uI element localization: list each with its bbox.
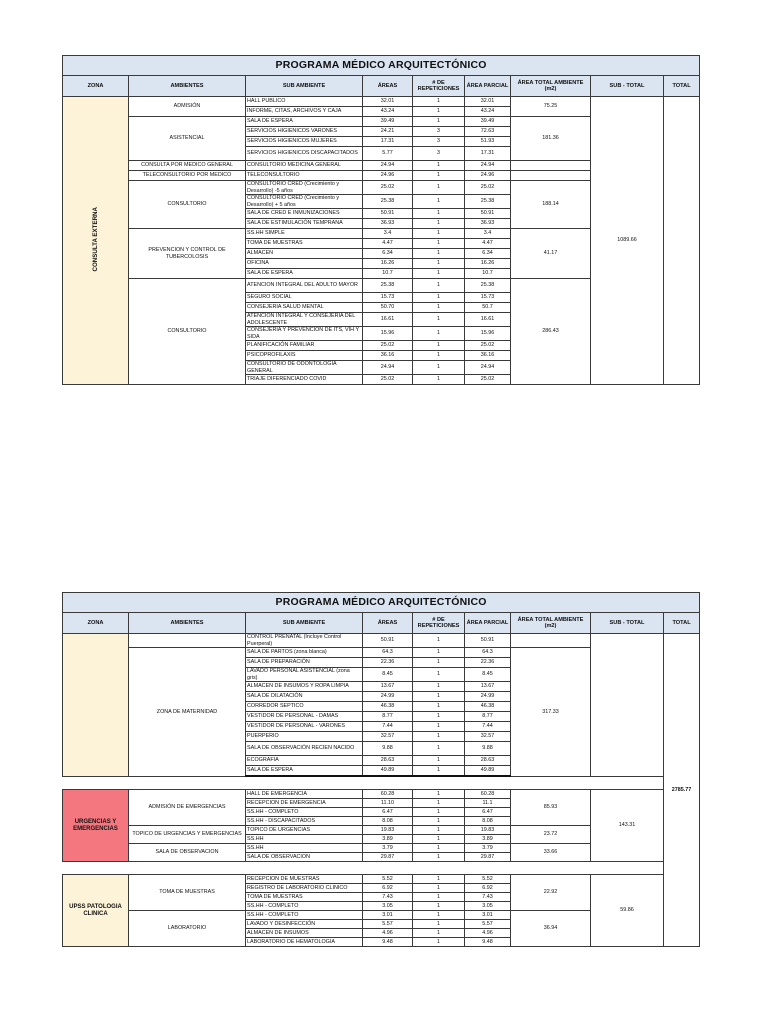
repetitions-cell: 1 — [413, 279, 465, 293]
repetitions-cell: 1 — [413, 361, 465, 375]
total-area-cell — [511, 171, 591, 181]
partial-area-cell: 19.83 — [465, 826, 511, 835]
sub-ambiente-cell: HALL PUBLICO — [246, 97, 363, 107]
area-cell: 11.10 — [363, 799, 413, 808]
partial-area-cell: 43.24 — [465, 107, 511, 117]
area-cell: 3.89 — [363, 835, 413, 844]
sub-ambiente-cell: CONSULTORIO MEDICINA GENERAL — [246, 161, 363, 171]
repetitions-cell: 1 — [413, 808, 465, 817]
partial-area-cell: 9.88 — [465, 742, 511, 756]
sub-ambiente-cell: TELECONSULTORIO — [246, 171, 363, 181]
partial-area-cell: 6.34 — [465, 249, 511, 259]
table-row — [63, 862, 700, 875]
partial-area-cell: 50.7 — [465, 303, 511, 313]
column-header-area-parcial: ÁREA PARCIAL — [465, 76, 511, 97]
table-row — [63, 593, 700, 613]
spacer — [63, 776, 664, 790]
area-cell: 25.02 — [363, 375, 413, 385]
area-cell: 19.83 — [363, 826, 413, 835]
repetitions-cell: 1 — [413, 648, 465, 658]
sub-ambiente-cell: CONTROL PRENATAL (Incluye Control Puerperal) — [246, 634, 363, 648]
area-cell: 15.73 — [363, 293, 413, 303]
partial-area-cell: 5.57 — [465, 920, 511, 929]
total-area-cell — [511, 161, 591, 171]
repetitions-cell: 1 — [413, 893, 465, 902]
repetitions-cell: 3 — [413, 137, 465, 147]
repetitions-cell: 1 — [413, 239, 465, 249]
area-cell: 7.43 — [363, 893, 413, 902]
sub-ambiente-cell: SS.HH - COMPLETO — [246, 911, 363, 920]
partial-area-cell: 29.87 — [465, 853, 511, 862]
total-area-cell: 22.92 — [511, 875, 591, 911]
sheet-page-1 — [62, 55, 699, 385]
partial-area-cell: 16.26 — [465, 259, 511, 269]
spacer — [63, 862, 664, 875]
area-cell: 25.02 — [363, 181, 413, 195]
sheet-page-2 — [62, 592, 699, 947]
repetitions-cell: 3 — [413, 127, 465, 137]
partial-area-cell: 16.61 — [465, 313, 511, 327]
partial-area-cell: 24.99 — [465, 692, 511, 702]
repetitions-cell: 1 — [413, 634, 465, 648]
partial-area-cell: 13.67 — [465, 682, 511, 692]
area-cell: 9.48 — [363, 938, 413, 947]
sub-ambiente-cell: SALA DE ESPERA — [246, 766, 363, 777]
area-cell: 5.57 — [363, 920, 413, 929]
partial-area-cell: 60.28 — [465, 790, 511, 799]
partial-area-cell: 50.91 — [465, 209, 511, 219]
repetitions-cell: 1 — [413, 702, 465, 712]
area-cell: 36.93 — [363, 219, 413, 229]
partial-area-cell: 24.94 — [465, 361, 511, 375]
partial-area-cell: 32.57 — [465, 732, 511, 742]
sub-ambiente-cell: SALA DE ESPERA — [246, 117, 363, 127]
partial-area-cell: 3.05 — [465, 902, 511, 911]
sub-ambiente-cell: SS.HH — [246, 835, 363, 844]
column-header-sub-total: SUB - TOTAL — [591, 76, 664, 97]
area-cell: 3.4 — [363, 229, 413, 239]
area-cell: 36.16 — [363, 351, 413, 361]
area-cell: 24.94 — [363, 161, 413, 171]
program-table-1 — [62, 55, 700, 385]
sub-ambiente-cell: CONSULTORIO CRED (Crecimiento y Desarrollo) -5 años — [246, 181, 363, 195]
subtotal-cell: 1089.66 — [591, 97, 664, 385]
sub-ambiente-cell: INFORME, CITAS, ARCHIVOS Y CAJA — [246, 107, 363, 117]
program-table-2 — [62, 592, 700, 947]
total-area-cell: 181.36 — [511, 117, 591, 161]
total-area-cell: 75.25 — [511, 97, 591, 117]
area-cell: 25.38 — [363, 195, 413, 209]
total-area-cell — [511, 634, 591, 648]
partial-area-cell: 5.52 — [465, 875, 511, 884]
ambiente-cell: TOPICO DE URGENCIAS Y EMERGENCIAS — [129, 826, 246, 844]
repetitions-cell: 1 — [413, 195, 465, 209]
repetitions-cell: 1 — [413, 171, 465, 181]
table-row — [63, 613, 700, 634]
zone-cell: UPSS PATOLOGIA CLINICA — [63, 875, 129, 947]
partial-area-cell: 8.45 — [465, 668, 511, 682]
area-cell: 50.91 — [363, 209, 413, 219]
table-row — [63, 875, 700, 884]
column-header-area-total: ÁREA TOTAL AMBIENTE (m2) — [511, 613, 591, 634]
area-cell: 60.28 — [363, 790, 413, 799]
sub-ambiente-cell: SALA DE OBSERVACIÓN RECIEN NACIDO — [246, 742, 363, 756]
column-header-sub-ambiente: SUB AMBIENTE — [246, 613, 363, 634]
partial-area-cell: 7.44 — [465, 722, 511, 732]
partial-area-cell: 50.91 — [465, 634, 511, 648]
area-cell: 49.89 — [363, 766, 413, 777]
partial-area-cell: 25.38 — [465, 195, 511, 209]
partial-area-cell: 7.43 — [465, 893, 511, 902]
area-cell: 3.05 — [363, 902, 413, 911]
sub-ambiente-cell: SS.HH - DISCAPACITADOS — [246, 817, 363, 826]
partial-area-cell: 4.96 — [465, 929, 511, 938]
total-area-cell: 41.17 — [511, 229, 591, 279]
sub-ambiente-cell: CORREDOR SEPTICO — [246, 702, 363, 712]
column-header-area-parcial: ÁREA PARCIAL — [465, 613, 511, 634]
partial-area-cell: 3.4 — [465, 229, 511, 239]
partial-area-cell: 64.3 — [465, 648, 511, 658]
total-area-cell: 188.14 — [511, 181, 591, 229]
total-area-cell: 36.94 — [511, 911, 591, 947]
area-cell: 24.21 — [363, 127, 413, 137]
ambiente-cell: ADMISIÓN — [129, 97, 246, 117]
sub-ambiente-cell: SALA DE OBSERVACION — [246, 853, 363, 862]
sub-ambiente-cell: CONSEJERIA SALUD MENTAL — [246, 303, 363, 313]
area-cell: 46.38 — [363, 702, 413, 712]
area-cell: 24.96 — [363, 171, 413, 181]
repetitions-cell: 1 — [413, 911, 465, 920]
partial-area-cell: 17.31 — [465, 147, 511, 161]
column-header-repeticiones: # DE REPETICIONES — [413, 613, 465, 634]
sub-ambiente-cell: VESTIDOR DE PERSONAL - VARONES — [246, 722, 363, 732]
table-row — [63, 97, 700, 107]
repetitions-cell: 1 — [413, 722, 465, 732]
repetitions-cell: 1 — [413, 249, 465, 259]
column-header-areas: ÁREAS — [363, 613, 413, 634]
repetitions-cell: 1 — [413, 269, 465, 279]
partial-area-cell: 72.63 — [465, 127, 511, 137]
column-header-area-total: ÁREA TOTAL AMBIENTE (m2) — [511, 76, 591, 97]
partial-area-cell: 25.02 — [465, 375, 511, 385]
repetitions-cell: 1 — [413, 920, 465, 929]
repetitions-cell: 1 — [413, 682, 465, 692]
sub-ambiente-cell: SALA DE PREPARACIÓN — [246, 658, 363, 668]
total-area-cell: 85.93 — [511, 790, 591, 826]
zone-cell — [63, 634, 129, 777]
sub-ambiente-cell: ATENCION INTEGRAL DEL ADULTO MAYOR — [246, 279, 363, 293]
total-area-cell: 23.72 — [511, 826, 591, 844]
partial-area-cell: 6.92 — [465, 884, 511, 893]
ambiente-cell: ZONA DE MATERNIDAD — [129, 648, 246, 777]
table-row — [63, 634, 700, 648]
area-cell: 32.57 — [363, 732, 413, 742]
repetitions-cell: 1 — [413, 732, 465, 742]
repetitions-cell: 1 — [413, 351, 465, 361]
area-cell: 5.52 — [363, 875, 413, 884]
sub-ambiente-cell: CONSULTORIO CRED (Crecimiento y Desarrollo) + 5 años — [246, 195, 363, 209]
sub-ambiente-cell: HALL DE EMERGENCIA — [246, 790, 363, 799]
partial-area-cell: 24.96 — [465, 171, 511, 181]
sub-ambiente-cell: VESTIDOR DE PERSONAL - DAMAS — [246, 712, 363, 722]
partial-area-cell: 11.1 — [465, 799, 511, 808]
column-header-sub-ambiente: SUB AMBIENTE — [246, 76, 363, 97]
sub-ambiente-cell: LAVADO PERSONAL ASISTENCIAL (zona gris) — [246, 668, 363, 682]
sub-ambiente-cell: RECEPCION DE EMERGENCIA — [246, 799, 363, 808]
area-cell: 29.87 — [363, 853, 413, 862]
sub-ambiente-cell: TOMA DE MUESTRAS — [246, 239, 363, 249]
area-cell: 17.31 — [363, 137, 413, 147]
column-header-ambientes: AMBIENTES — [129, 76, 246, 97]
column-header-total: TOTAL — [664, 613, 700, 634]
partial-area-cell: 32.01 — [465, 97, 511, 107]
repetitions-cell: 1 — [413, 799, 465, 808]
partial-area-cell: 39.49 — [465, 117, 511, 127]
sub-ambiente-cell: SS.HH SIMPLE — [246, 229, 363, 239]
ambiente-cell: TOMA DE MUESTRAS — [129, 875, 246, 911]
area-cell: 8.08 — [363, 817, 413, 826]
partial-area-cell: 8.08 — [465, 817, 511, 826]
area-cell: 25.02 — [363, 341, 413, 351]
ambiente-cell: CONSULTORIO — [129, 181, 246, 229]
ambiente-cell: CONSULTA POR MEDICO GENERAL — [129, 161, 246, 171]
repetitions-cell: 1 — [413, 375, 465, 385]
sub-ambiente-cell: TOMA DE MUESTRAS — [246, 893, 363, 902]
repetitions-cell: 1 — [413, 826, 465, 835]
sub-ambiente-cell: PUERPERIO — [246, 732, 363, 742]
ambiente-cell: SALA DE OBSERVACION — [129, 844, 246, 862]
total-cell — [664, 97, 700, 385]
area-cell: 32.01 — [363, 97, 413, 107]
repetitions-cell: 1 — [413, 303, 465, 313]
repetitions-cell: 1 — [413, 313, 465, 327]
area-cell: 39.49 — [363, 117, 413, 127]
table-row — [63, 776, 700, 790]
column-header-zona: ZONA — [63, 613, 129, 634]
sub-ambiente-cell: ATENCION INTEGRAL Y CONSEJERIA DEL ADOLESCENTE — [246, 313, 363, 327]
table-title: PROGRAMA MÉDICO ARQUITECTÓNICO — [63, 593, 700, 613]
repetitions-cell: 1 — [413, 219, 465, 229]
area-cell: 28.63 — [363, 756, 413, 766]
area-cell: 64.3 — [363, 648, 413, 658]
partial-area-cell: 36.16 — [465, 351, 511, 361]
column-header-areas: ÁREAS — [363, 76, 413, 97]
area-cell: 8.77 — [363, 712, 413, 722]
sub-ambiente-cell: LABORATORIO DE HEMATOLOGIA — [246, 938, 363, 947]
partial-area-cell: 46.38 — [465, 702, 511, 712]
area-cell: 6.92 — [363, 884, 413, 893]
repetitions-cell: 1 — [413, 341, 465, 351]
subtotal-cell: 59.86 — [591, 875, 664, 947]
area-cell: 3.01 — [363, 911, 413, 920]
repetitions-cell: 1 — [413, 259, 465, 269]
total-area-cell: 33.66 — [511, 844, 591, 862]
partial-area-cell: 4.47 — [465, 239, 511, 249]
partial-area-cell: 25.02 — [465, 181, 511, 195]
sub-ambiente-cell: TRIAJE DIFERENCIADO COVID — [246, 375, 363, 385]
partial-area-cell: 15.73 — [465, 293, 511, 303]
area-cell: 3.79 — [363, 844, 413, 853]
partial-area-cell: 49.89 — [465, 766, 511, 777]
sub-ambiente-cell: SALA DE ESPERA — [246, 269, 363, 279]
area-cell: 5.77 — [363, 147, 413, 161]
repetitions-cell: 1 — [413, 107, 465, 117]
repetitions-cell: 1 — [413, 756, 465, 766]
total-area-cell: 317.33 — [511, 648, 591, 777]
partial-area-cell: 3.79 — [465, 844, 511, 853]
ambiente-cell: ADMISIÓN DE EMERGENCIAS — [129, 790, 246, 826]
repetitions-cell: 1 — [413, 938, 465, 947]
partial-area-cell: 15.96 — [465, 327, 511, 341]
repetitions-cell: 1 — [413, 229, 465, 239]
column-header-total: TOTAL — [664, 76, 700, 97]
repetitions-cell: 1 — [413, 668, 465, 682]
sub-ambiente-cell: SALA DE ESTIMULACIÓN TEMPRANA — [246, 219, 363, 229]
area-cell: 43.24 — [363, 107, 413, 117]
ambiente-cell: PREVENCION Y CONTROL DE TUBERCOLOSIS — [129, 229, 246, 279]
partial-area-cell: 24.94 — [465, 161, 511, 171]
area-cell: 13.67 — [363, 682, 413, 692]
sub-ambiente-cell: OFICINA — [246, 259, 363, 269]
partial-area-cell: 51.93 — [465, 137, 511, 147]
repetitions-cell: 1 — [413, 929, 465, 938]
repetitions-cell: 3 — [413, 147, 465, 161]
repetitions-cell: 1 — [413, 97, 465, 107]
sub-ambiente-cell: SERVICIOS HIGIENICOS VARONES — [246, 127, 363, 137]
total-area-cell: 286.43 — [511, 279, 591, 385]
column-header-ambientes: AMBIENTES — [129, 613, 246, 634]
area-cell: 16.26 — [363, 259, 413, 269]
repetitions-cell: 1 — [413, 712, 465, 722]
partial-area-cell: 3.89 — [465, 835, 511, 844]
column-header-sub-total: SUB - TOTAL — [591, 613, 664, 634]
repetitions-cell: 1 — [413, 766, 465, 777]
repetitions-cell: 1 — [413, 658, 465, 668]
area-cell: 9.88 — [363, 742, 413, 756]
sub-ambiente-cell: PLANIFICACIÓN FAMILIAR — [246, 341, 363, 351]
subtotal-cell: 143.31 — [591, 790, 664, 862]
repetitions-cell: 1 — [413, 902, 465, 911]
repetitions-cell: 1 — [413, 327, 465, 341]
partial-area-cell: 22.36 — [465, 658, 511, 668]
area-cell: 50.70 — [363, 303, 413, 313]
area-cell: 6.34 — [363, 249, 413, 259]
partial-area-cell: 9.48 — [465, 938, 511, 947]
repetitions-cell: 1 — [413, 844, 465, 853]
sub-ambiente-cell: CONSULTORIO DE ODONTOLOGIA GENERAL — [246, 361, 363, 375]
repetitions-cell: 1 — [413, 692, 465, 702]
repetitions-cell: 1 — [413, 817, 465, 826]
sub-ambiente-cell: SALA DE CRED E INMUNIZACIONES — [246, 209, 363, 219]
area-cell: 6.47 — [363, 808, 413, 817]
repetitions-cell: 1 — [413, 742, 465, 756]
partial-area-cell: 6.47 — [465, 808, 511, 817]
column-header-repeticiones: # DE REPETICIONES — [413, 76, 465, 97]
partial-area-cell: 8.77 — [465, 712, 511, 722]
area-cell: 4.47 — [363, 239, 413, 249]
sub-ambiente-cell: SS.HH - COMPLETO — [246, 808, 363, 817]
area-cell: 25.38 — [363, 279, 413, 293]
repetitions-cell: 1 — [413, 875, 465, 884]
sub-ambiente-cell: SERVICIOS HIGIENICOS DISCAPACITADOS — [246, 147, 363, 161]
table-row — [63, 76, 700, 97]
area-cell: 24.94 — [363, 361, 413, 375]
sub-ambiente-cell: SEGURO SOCIAL — [246, 293, 363, 303]
ambiente-cell — [129, 634, 246, 648]
sub-ambiente-cell: CONSEJERIA Y PREVENCION DE ITS, VIH Y SIDA — [246, 327, 363, 341]
sub-ambiente-cell: LAVADO Y DESINFECCIÓN — [246, 920, 363, 929]
partial-area-cell: 3.01 — [465, 911, 511, 920]
area-cell: 22.36 — [363, 658, 413, 668]
sub-ambiente-cell: SS.HH - COMPLETO — [246, 902, 363, 911]
ambiente-cell: LABORATORIO — [129, 911, 246, 947]
sub-ambiente-cell: SALA DE DILATACIÓN — [246, 692, 363, 702]
sub-ambiente-cell: ECOGRAFIA — [246, 756, 363, 766]
area-cell: 50.91 — [363, 634, 413, 648]
table-row — [63, 790, 700, 799]
area-cell: 7.44 — [363, 722, 413, 732]
zone-label: CONSULTA EXTERNA — [91, 207, 99, 272]
zone-cell: URGENCIAS Y EMERGENCIAS — [63, 790, 129, 862]
sub-ambiente-cell: ALMACEN — [246, 249, 363, 259]
ambiente-cell: TELECONSULTORIO POR MEDICO — [129, 171, 246, 181]
repetitions-cell: 1 — [413, 884, 465, 893]
sub-ambiente-cell: PSICOPROFILAXIS — [246, 351, 363, 361]
zone-cell — [63, 97, 129, 385]
partial-area-cell: 25.02 — [465, 341, 511, 351]
sub-ambiente-cell: ALMACEN DE INSUMOS — [246, 929, 363, 938]
sub-ambiente-cell: SERVICIOS HIGIENICOS MUJERES — [246, 137, 363, 147]
partial-area-cell: 10.7 — [465, 269, 511, 279]
partial-area-cell: 25.38 — [465, 279, 511, 293]
repetitions-cell: 1 — [413, 790, 465, 799]
area-cell: 24.99 — [363, 692, 413, 702]
ambiente-cell: ASISTENCIAL — [129, 117, 246, 161]
sub-ambiente-cell: SALA DE PARTOS (zona blanca) — [246, 648, 363, 658]
repetitions-cell: 1 — [413, 853, 465, 862]
area-cell: 16.61 — [363, 313, 413, 327]
table-title: PROGRAMA MÉDICO ARQUITECTÓNICO — [63, 56, 700, 76]
partial-area-cell: 28.63 — [465, 756, 511, 766]
subtotal-cell — [591, 634, 664, 777]
repetitions-cell: 1 — [413, 181, 465, 195]
sub-ambiente-cell: SS.HH — [246, 844, 363, 853]
repetitions-cell: 1 — [413, 117, 465, 127]
partial-area-cell: 36.93 — [465, 219, 511, 229]
sub-ambiente-cell: ALMACEN DE INSUMOS Y ROPA LIMPIA — [246, 682, 363, 692]
sub-ambiente-cell: REGISTRO DE LABORATORIO CLINICO — [246, 884, 363, 893]
repetitions-cell: 1 — [413, 293, 465, 303]
table-row — [63, 56, 700, 76]
grand-total-cell: 2785.77 — [664, 634, 700, 947]
area-cell: 4.96 — [363, 929, 413, 938]
sub-ambiente-cell: TOPICO DE URGENCIAS — [246, 826, 363, 835]
area-cell: 15.96 — [363, 327, 413, 341]
area-cell: 10.7 — [363, 269, 413, 279]
area-cell: 8.45 — [363, 668, 413, 682]
repetitions-cell: 1 — [413, 161, 465, 171]
column-header-zona: ZONA — [63, 76, 129, 97]
ambiente-cell: CONSULTORIO — [129, 279, 246, 385]
sub-ambiente-cell: RECEPCION DE MUESTRAS — [246, 875, 363, 884]
repetitions-cell: 1 — [413, 835, 465, 844]
repetitions-cell: 1 — [413, 209, 465, 219]
